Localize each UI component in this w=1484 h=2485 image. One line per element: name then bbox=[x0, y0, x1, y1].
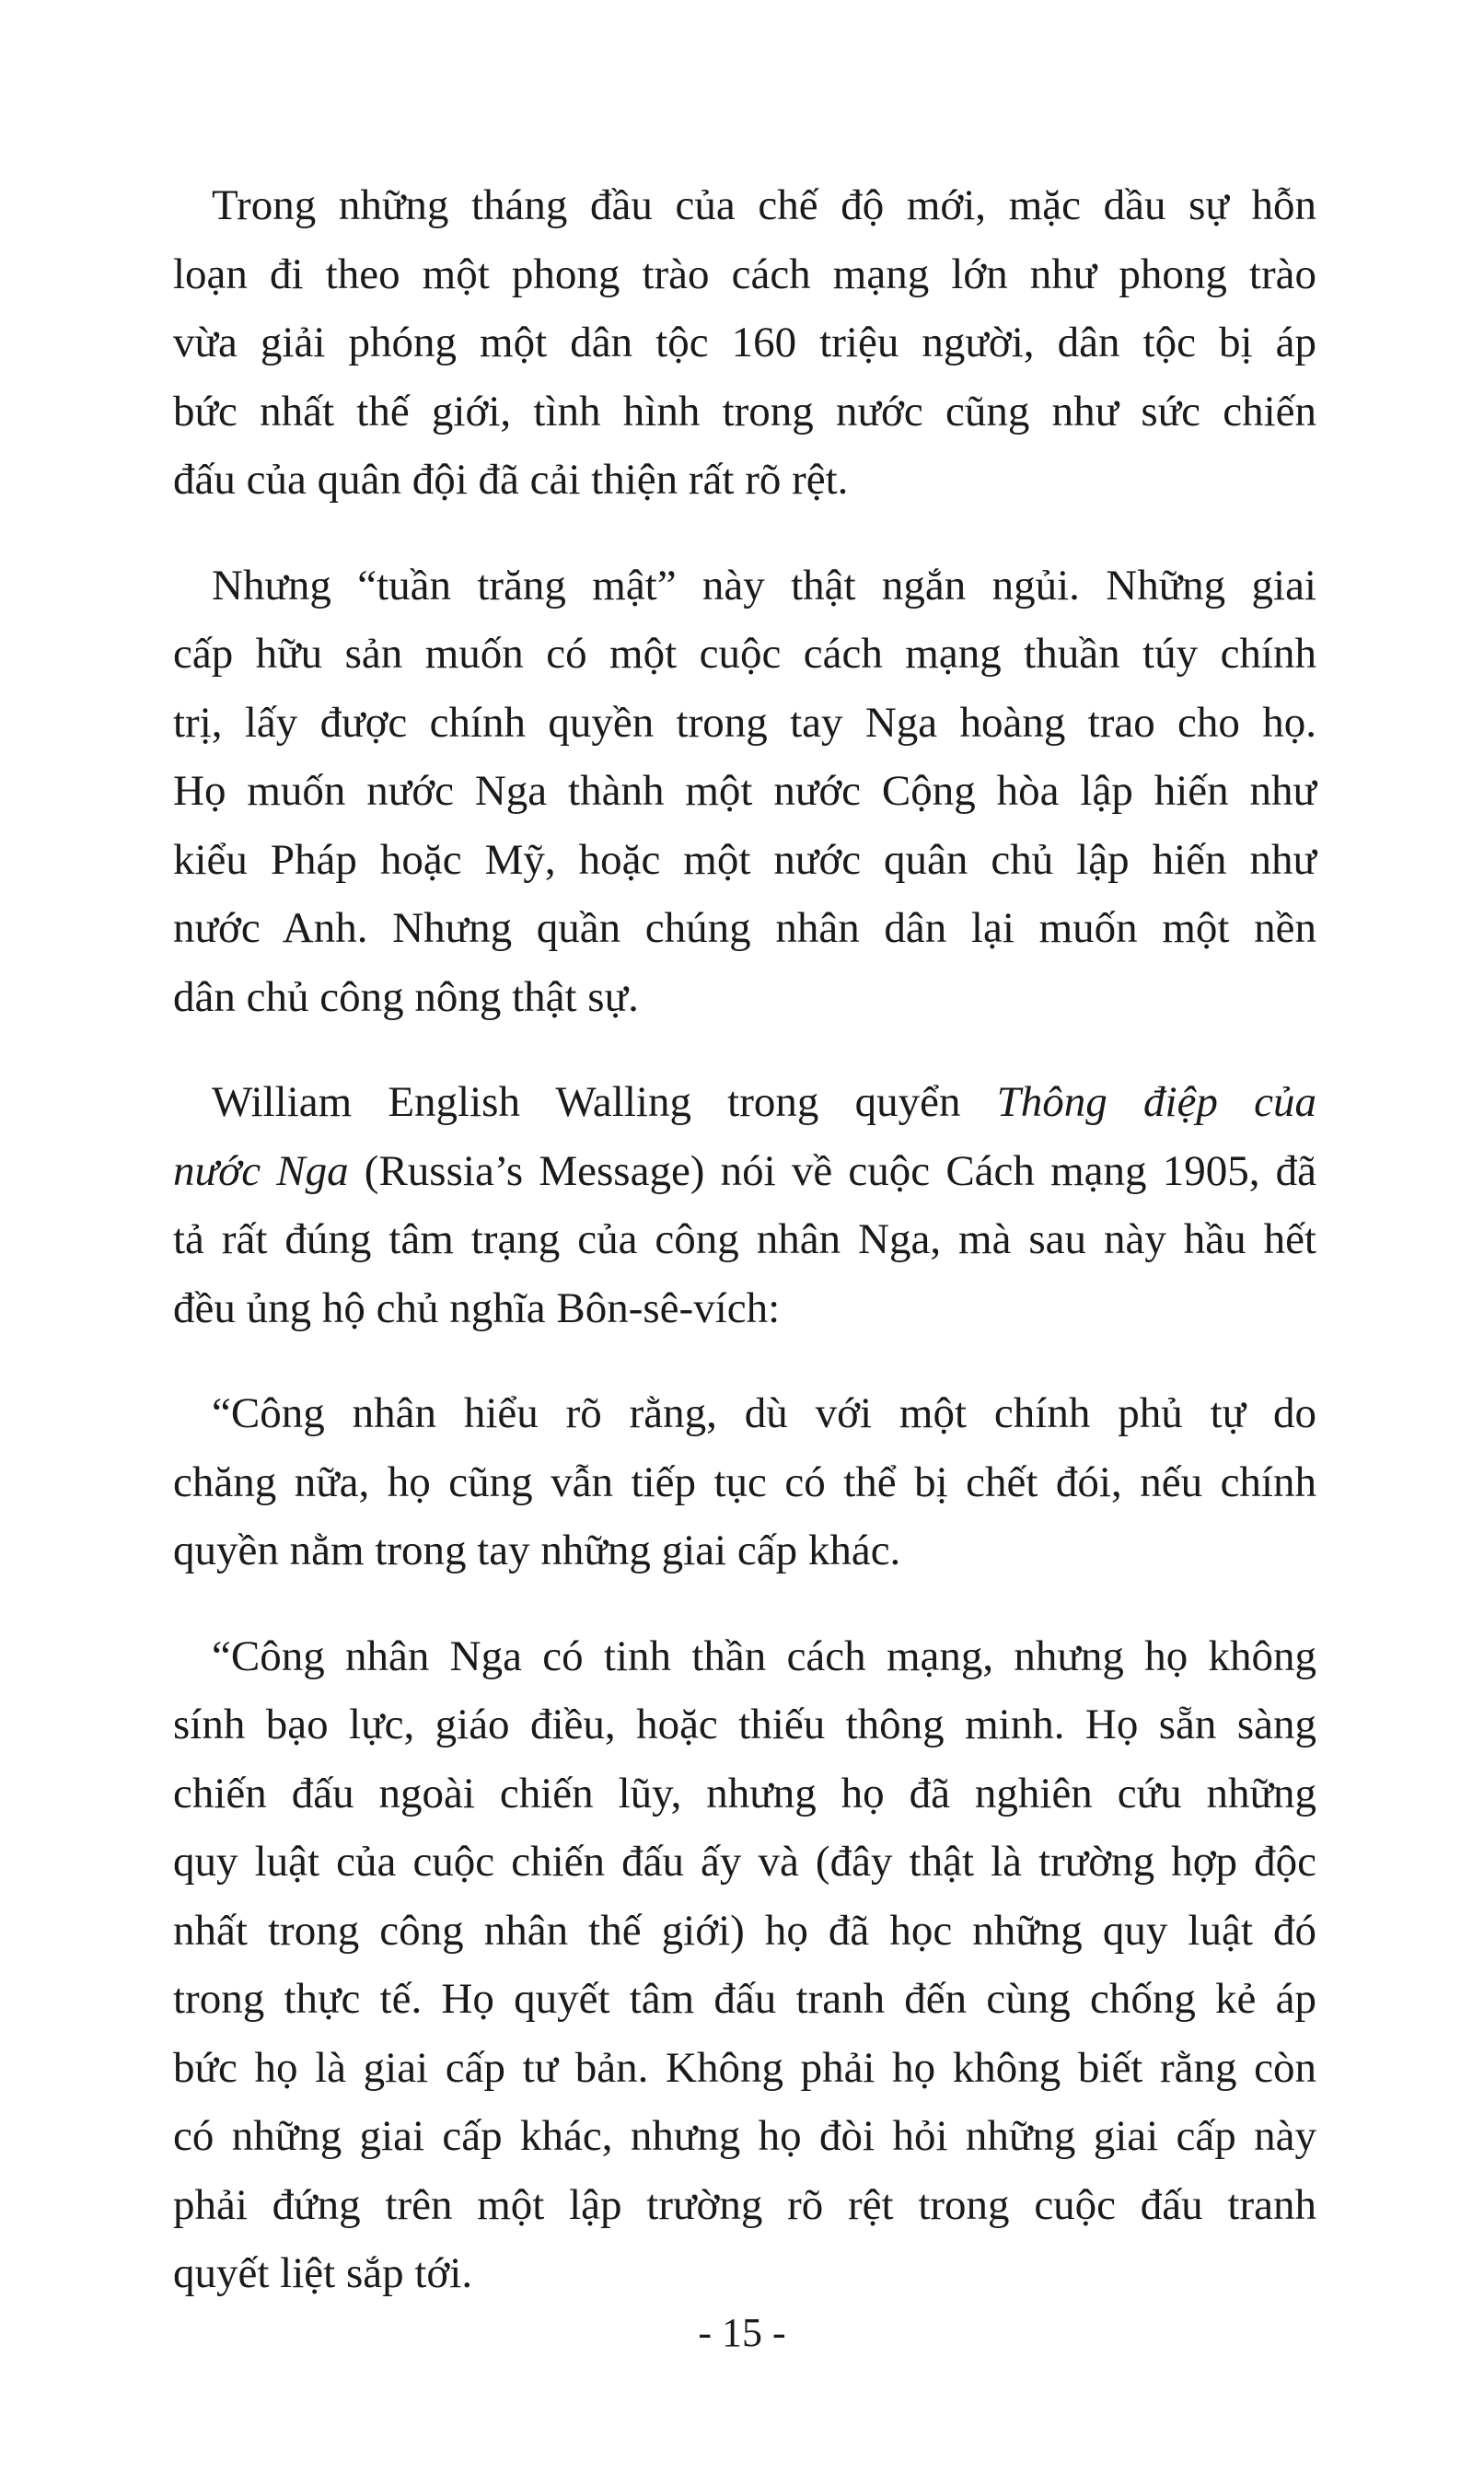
text-line bbox=[173, 1137, 1316, 1206]
text-line: quy luật của cuộc chiến đấu ấy và (đây thật là trường hợp độc bbox=[173, 1838, 1316, 1886]
text-line: trong thực tế. Họ quyết tâm đấu tranh đến cùng chống kẻ áp bbox=[173, 1975, 1316, 2023]
text-line: loạn đi theo một phong trào cách mạng lớn như phong trào bbox=[173, 250, 1316, 298]
text-line: kiểu Pháp hoặc Mỹ, hoặc một nước quân chủ lập hiến như bbox=[173, 835, 1316, 884]
text-line: có những giai cấp khác, nhưng họ đòi hỏi những giai cấp này bbox=[173, 2112, 1316, 2160]
text-line: cấp hữu sản muốn có một cuộc cách mạng thuần túy chính bbox=[173, 630, 1316, 678]
text-line: vừa giải phóng một dân tộc 160 triệu người, dân tộc bị áp bbox=[173, 319, 1316, 366]
book-title-italic: Thông điệp của bbox=[996, 1078, 1316, 1126]
text-line: tả rất đúng tâm trạng của công nhân Nga, mà sau này hầu hết bbox=[173, 1215, 1316, 1263]
text-run: (Russia’s Message) nói về cuộc Cách mạng 1905, đã bbox=[348, 1146, 1316, 1195]
text-run: William English Walling trong quyển bbox=[212, 1078, 997, 1126]
text-line: phải đứng trên một lập trường rõ rệt trong cuộc đấu tranh bbox=[173, 2180, 1316, 2229]
paragraph-1 bbox=[173, 171, 1316, 515]
text-line: Họ muốn nước Nga thành một nước Cộng hòa lập hiến như bbox=[173, 767, 1316, 815]
text-line: trị, lấy được chính quyền trong tay Nga hoàng trao cho họ. bbox=[173, 698, 1316, 747]
text-line: chiến đấu ngoài chiến lũy, nhưng họ đã nghiên cứu những bbox=[173, 1769, 1316, 1817]
text-line: đều ủng hộ chủ nghĩa Bôn-sê-vích: bbox=[173, 1283, 781, 1332]
paragraph-5 bbox=[173, 1622, 1316, 2308]
text-line: Trong những tháng đầu của chế độ mới, mặc dầu sự hỗn bbox=[212, 181, 1316, 229]
text-line: nhất trong công nhân thế giới) họ đã học những quy luật đó bbox=[173, 1906, 1316, 1955]
page-number: - 15 - bbox=[698, 2310, 786, 2355]
text-line: quyền nằm trong tay những giai cấp khác. bbox=[173, 1527, 901, 1574]
paragraph-4 bbox=[173, 1379, 1316, 1585]
text-line: sính bạo lực, giáo điều, hoặc thiếu thông minh. Họ sẵn sàng bbox=[173, 1701, 1316, 1748]
text-line: nước Anh. Nhưng quần chúng nhân dân lại muốn một nền bbox=[173, 904, 1316, 952]
text-line: quyết liệt sắp tới. bbox=[173, 2249, 473, 2297]
text-line: “Công nhân Nga có tinh thần cách mạng, nhưng họ không bbox=[212, 1632, 1316, 1680]
text-line: bức họ là giai cấp tư bản. Không phải họ không biết rằng còn bbox=[173, 2043, 1316, 2092]
paragraph-2 bbox=[173, 552, 1316, 1032]
body-text bbox=[173, 171, 1316, 2345]
text-line: Nhưng “tuần trăng mật” này thật ngắn ngủi. Những giai bbox=[212, 561, 1316, 610]
paragraph-3 bbox=[173, 1068, 1316, 1342]
text-line: “Công nhân hiểu rõ rằng, dù với một chính phủ tự do bbox=[212, 1389, 1316, 1437]
text-line bbox=[173, 1068, 1316, 1137]
text-line: đấu của quân đội đã cải thiện rất rõ rệt. bbox=[173, 456, 849, 504]
text-line: chăng nữa, họ cũng vẫn tiếp tục có thể bị chết đói, nếu chính bbox=[173, 1457, 1316, 1506]
text-line: bức nhất thế giới, tình hình trong nước cũng như sức chiến bbox=[173, 387, 1316, 435]
book-title-italic: nước Nga bbox=[173, 1146, 349, 1195]
text-line: dân chủ công nông thật sự. bbox=[173, 972, 639, 1021]
